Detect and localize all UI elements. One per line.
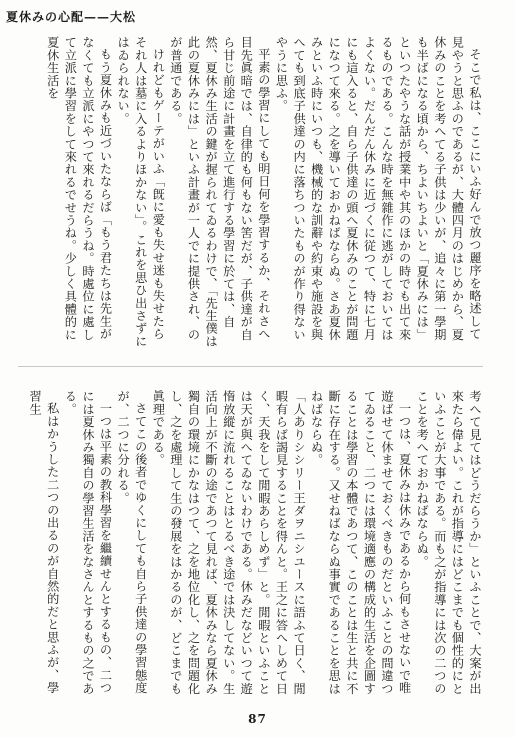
paragraph: さてこの後者でゆくにしても自ら子供達の學習態度が、二つに分れる。 (116, 390, 148, 695)
upper-text-block (23, 36, 483, 352)
section-divider (18, 366, 483, 367)
paragraph: 一つは平素の教科學習を繼續せんとするもの、二つには夏休み獨自の學習生活をなさんとするもの之である。 (63, 390, 113, 695)
paragraph: 考へて見てはどうだらうか」といふことで、大案が出來たら偉よい。これが指導にはどこまでも個性的にといふことが大事である。而も之が指導には次の二つのことを考へておかねばならぬ。 (415, 390, 482, 695)
paragraph: 私はかうした二つの出るのが自然的だと思ふが、學習生 (28, 390, 60, 695)
page-number: 87 (248, 712, 267, 726)
paragraph: もう夏休みも近づいたならば「もう君たちは先生がなくても立派にやつて來れるだらうね。時處位に處して立派に學習をして來れるでせうね。少しく具體的に夏休生活を (45, 36, 113, 341)
paragraph: 「人ありシシリー王ダヲニシユースに語ふて日く、閒暇有らば謁見することを得んと。王之に答へしめて日く、天我をして閒暇あらしめず」と。閒暇といふことは天が與へてゐないわけである。休みだなどいつて遊惰放縱に流れることはとるべき途では決してない。生活向上が不斷の途であつて見れば、夏休みなら夏休み獨自の環境にかなはつて、之を地位化し、之を問題化し、之を處理して生の發展をはかるのが、どこまでも眞理である。 (151, 390, 307, 695)
paragraph: 平素の學習にしても明日何を學習するか、それさへ目先眞暗では、自律的も何もない筈だが、子供達が自ら甘じ前途に計畫を立て進行する學習に於ては、自然、夏休み生活の鍵が握られてゐるわけで、「先生僕は此の夏休みには」といふ計畫が一人でに提供され、のが普通である。 (168, 36, 271, 348)
paragraph: そこで私は、ここにいふ好んで放つ麗序を略述して見やうと思ふのであるが、大體四月のはじめから、夏休みのことを考へてる子供は少いが、追々に第一學期も半ばになる頃から、ちよいちよいと「夏休みには」といつたやうな話が授業中や其のほかの時でも出て來るものである。こんな時を無雜作に逃がしておいてはよくない。だんだん休みに近づくに従つて、特に七月にも這入ると、自ら子供達の頭へ夏休みのことが問題になつて來る。之を導いておかねばならぬ。さあ夏休みといふ時にいつも、機械的な訓辭や約束や施設を與へても到底子供達の内に落ちついたものが作り得ないやうに思ふ。 (274, 36, 482, 341)
paragraph: けれどもゲーテがいふ「旣に愛も失せ迷も失せたらそれ人は墓に入るよりほかない」。これを思ひ出さずにはゐられない。 (116, 36, 166, 348)
running-head: 夏休みの心配——大松 (6, 10, 137, 24)
lower-text-block (23, 390, 483, 706)
paragraph: 一つは、夏休みは休みであるから何もさせないで唯遊ばせて休ませておくべきものだといふことの間違つてゐること、二つには環境適應の構成的生活を企圖することは學習の本體であつて、このことは生と共に不斷に存在する。又せねばならぬ事實であることを思はねばならぬ。 (309, 390, 412, 695)
